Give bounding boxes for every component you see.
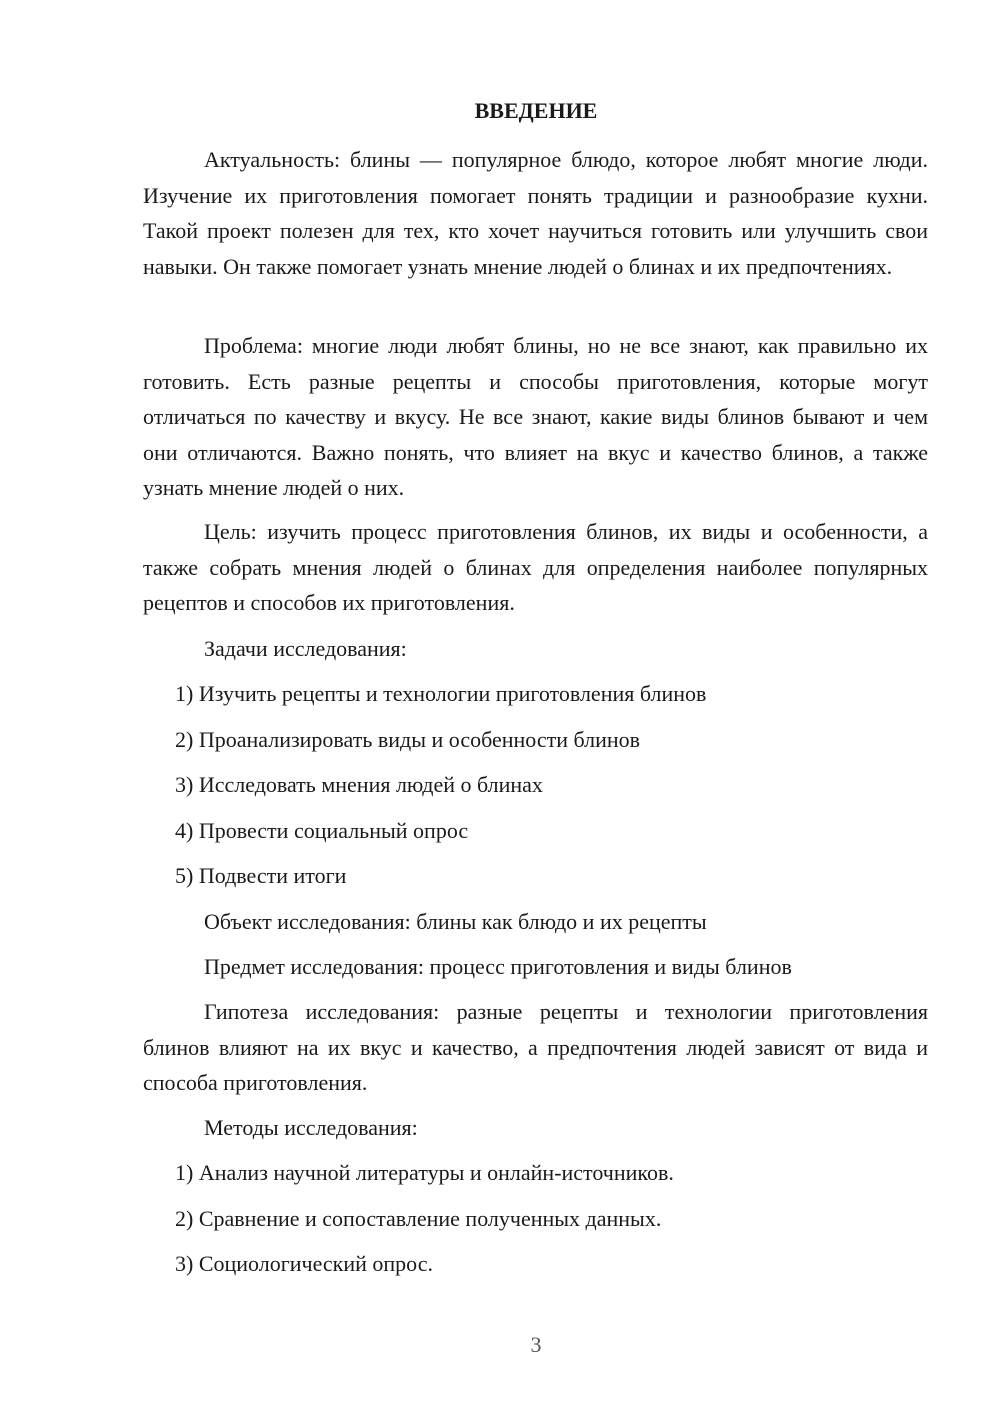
method-item: 2) Сравнение и сопоставление полученных данных. — [175, 1206, 662, 1231]
problem-paragraph: Проблема: многие люди любят блины, но не все знают, как правильно их готовить. Есть разные рецепты и способы приготовления, которые могут отличаться по качеству и вкусу. Не все знают, какие виды блинов бывают и чем они отличаются. Важно понять, что влияет на вкус и качество блинов, а также узнать мнение людей о них. — [143, 333, 928, 500]
subject-line: Предмет исследования: процесс приготовления и виды блинов — [204, 954, 792, 979]
tasks-heading: Задачи исследования: — [204, 636, 407, 661]
method-item: 3) Социологический опрос. — [175, 1251, 433, 1276]
task-item: 2) Проанализировать виды и особенности блинов — [175, 727, 641, 752]
relevance-paragraph: Актуальность: блины — популярное блюдо, которое любят многие люди. Изучение их приготовления помогает понять традиции и разнообразие кухни. Такой проект полезен для тех, кто хочет научиться готовить или улучшить свои навыки. Он также помогает узнать мнение людей о блинах и их предпочтениях. — [143, 147, 928, 279]
task-item: 4) Провести социальный опрос — [175, 818, 469, 843]
page-title: ВВЕДЕНИЕ — [474, 98, 598, 123]
hypothesis-paragraph: Гипотеза исследования: разные рецепты и технологии приготовления блинов влияют на их вкус и качество, а предпочтения людей зависят от вида и способа приготовления. — [143, 999, 928, 1095]
methods-heading: Методы исследования: — [204, 1115, 418, 1140]
goal-paragraph: Цель: изучить процесс приготовления блинов, их виды и особенности, а также собрать мнения людей о блинах для определения наиболее популярных рецептов и способов их приготовления. — [143, 519, 928, 615]
object-line: Объект исследования: блины как блюдо и их рецепты — [204, 909, 707, 934]
task-item: 3) Исследовать мнения людей о блинах — [175, 772, 543, 797]
method-item: 1) Анализ научной литературы и онлайн-источников. — [175, 1160, 674, 1185]
page-number: 3 — [530, 1332, 542, 1357]
task-item: 1) Изучить рецепты и технологии приготовления блинов — [175, 681, 707, 706]
task-item: 5) Подвести итоги — [175, 863, 347, 888]
